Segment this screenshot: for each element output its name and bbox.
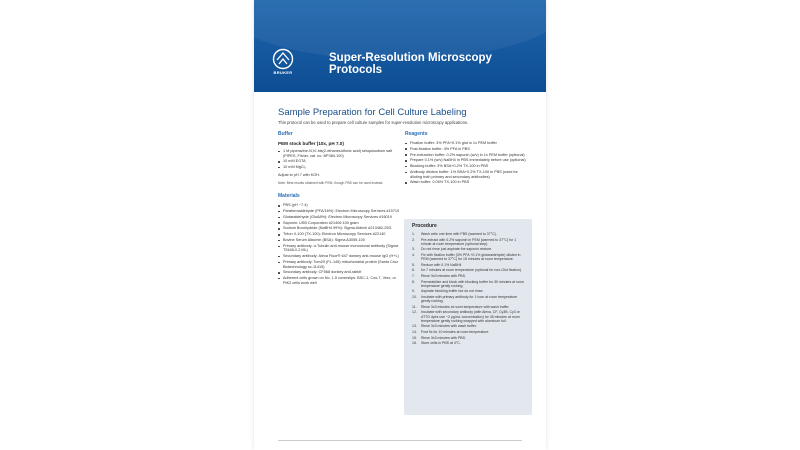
step-number: 1. — [412, 232, 415, 236]
step-number: 8. — [412, 279, 415, 284]
document-heading: Sample Preparation for Cell Culture Labeling — [278, 107, 467, 118]
reagents-section-heading: Reagents — [405, 131, 428, 137]
header-banner — [254, 0, 546, 92]
buffer-section-heading: Buffer — [278, 131, 293, 137]
step-number: 7. — [412, 273, 415, 278]
step-text: Rinse 3x3 minutes with PBS. — [421, 335, 466, 340]
list-item: Paraformaldehyde (PFA/16%): Electron Microscopy Services #15710 — [278, 209, 402, 214]
step-text: Incubate with secondary antibody (with Alexa, CF, Cy3B, Cy3 or ATTO dyes use ~2 μg/mL concentration) for 45 minutes at room temperature gently rocking wrapped with aluminum foil. — [421, 310, 520, 323]
step-text: Aspirate blocking buffer but do not rinse. — [421, 289, 484, 294]
buffer-list — [278, 149, 402, 170]
step-text: Pre-extract with 0.2% saponin in PEM (warmed to 37°C) for 1 minute at room temperature (optional step). — [421, 237, 517, 246]
step-text: Do not rinse just aspirate the saponin mixture. — [421, 247, 493, 252]
step-number: 15. — [412, 335, 417, 340]
procedure-step — [404, 280, 532, 290]
reagents-list — [405, 141, 527, 185]
procedure-box — [404, 219, 532, 415]
procedure-step — [404, 310, 532, 324]
step-number: 9. — [412, 289, 415, 294]
footer-divider — [278, 440, 522, 441]
step-number: 16. — [412, 341, 417, 346]
materials-section-heading: Materials — [278, 193, 300, 200]
step-text: Wash cells one time with PBS (warmed to 37°C). — [421, 232, 497, 236]
materials-list — [278, 203, 402, 285]
list-item: Pre-extraction buffer: 0.2% saponin (w/v) in 1x PEM buffer (optional) — [405, 153, 527, 158]
step-text: for 7 minutes at room temperature (optional for non-Glut fixation). — [421, 268, 522, 273]
list-item: Blocking buffer: 3% BSA+0.2% TX-100 in PBS — [405, 164, 527, 169]
step-number: 10. — [412, 294, 417, 299]
list-item: Fixation buffer: 3% PFA+0.1% glut in 1x PEM buffer — [405, 141, 527, 146]
step-number: 11. — [412, 304, 417, 309]
list-item: PBS (pH ~7.4) — [278, 203, 402, 208]
step-number: 6. — [412, 268, 415, 273]
logo-text: BRUKER — [273, 70, 293, 75]
document-intro: This protocol can be used to prepare cell culture samples for super-resolution microscopy applications. — [278, 120, 469, 125]
left-column — [278, 131, 402, 287]
procedure-step — [404, 238, 532, 248]
step-number: 2. — [412, 237, 415, 242]
right-column — [405, 131, 527, 186]
step-text: Permeabilize and block with blocking buffer for 30 minutes at room temperature gently rocking. — [421, 279, 525, 288]
procedure-step — [404, 295, 532, 305]
step-number: 4. — [412, 252, 415, 257]
list-item: Saponin: USB Corporation #21406 100 gram — [278, 221, 402, 226]
step-text: Incubate with primary antibody for 1 hour at room temperature gently rocking. — [421, 294, 518, 304]
list-item: Bovine Serum Albumin (BSA): Sigma A3059-100 — [278, 238, 402, 243]
step-text: Reduce with 0.1% NaBH4 — [421, 262, 462, 267]
procedure-step — [404, 253, 532, 263]
bruker-logo-icon — [272, 48, 294, 70]
buffer-subheading: PEM stock buffer (10x, pH 7.0) — [278, 141, 344, 146]
list-item: Post-fixation buffer: 4% PFA in PBS — [405, 147, 527, 152]
list-item: Antibody dilution buffer: 1% BSA+0.2% TX-100 in PBS (used for diluting both primary and secondary antibodies) — [405, 170, 527, 179]
step-text: Fix with fixation buffer (3% PFA +0.1% glutaraldehyde) diluted in PEM (warmed to 37°C) for 15 minutes at room temperature. — [421, 252, 521, 262]
list-item: Primary antibody: Tom20 (FL-145) mitochondrial protein (Santa Cruz Biotechnology sc-11415) — [278, 260, 402, 269]
list-item: Adherent cells grown on No. 1.5 coverslips: BSC-1, Cos-7, Vero, or PtK2 cells work well — [278, 276, 402, 285]
step-number: 3. — [412, 247, 415, 252]
list-item: Sodium Borohydride (NaBH4 99%): Sigma Aldrich #213462-25G — [278, 226, 402, 231]
step-number: 13. — [412, 324, 417, 329]
list-item: Prepare 0.1% (w/v) NaBH4 in PBS immediately before use (optional) — [405, 158, 527, 163]
list-item: 10 mM MgCl₂ — [278, 165, 402, 170]
page-title: Super-Resolution Microscopy Protocols — [329, 52, 492, 76]
step-number: 5. — [412, 262, 415, 267]
list-item: Triton X-100 (TX-100): Electron Microscopy Services #22140 — [278, 232, 402, 237]
document-page — [254, 0, 546, 450]
step-text: Post fix for 10 minutes at room temperature. — [421, 329, 490, 334]
list-item: 1 M piperazine-N,N'-bis(2-ethanesulfonic acid) sesquisodium salt (PIPES, Fisher, cat. no. BP384-100) — [278, 149, 402, 158]
procedure-step — [404, 341, 532, 347]
buffer-note: Note: Best results obtained with PEM, though PBS can be used instead. — [278, 181, 384, 186]
banner-decoration — [254, 0, 546, 60]
procedure-heading: Procedure — [412, 223, 437, 229]
step-text: Store cells in PBS at 4°C. — [421, 341, 461, 346]
list-item: 10 mM EGTA — [278, 159, 402, 164]
buffer-adjust-text: Adjust to pH 7 with KOH. — [278, 172, 320, 177]
list-item: Primary antibody: α-Tubulin anti-mouse monoclonal antibody (Sigma T5168-0.2 ML) — [278, 244, 402, 253]
step-number: 12. — [412, 310, 417, 315]
step-text: Rinse 3x3 minutes at room temperature with wash buffer. — [421, 304, 510, 309]
list-item: Secondary antibody: Alexa Fluor® 647 donkey anti-mouse IgG (H+L) — [278, 254, 402, 259]
step-text: Rinse 3x3 minutes with PBS. — [421, 273, 466, 278]
step-text: Rinse 3x3 minutes with wash buffer. — [421, 324, 477, 329]
step-number: 14. — [412, 329, 417, 334]
list-item: Glutaraldehyde (GluA8%): Electron Microscopy Services #16019 — [278, 215, 402, 220]
list-item: Secondary antibody: CF568 donkey anti-rabbit — [278, 270, 402, 275]
list-item: Wash buffer: 0.05% TX-100 in PBS — [405, 180, 527, 185]
